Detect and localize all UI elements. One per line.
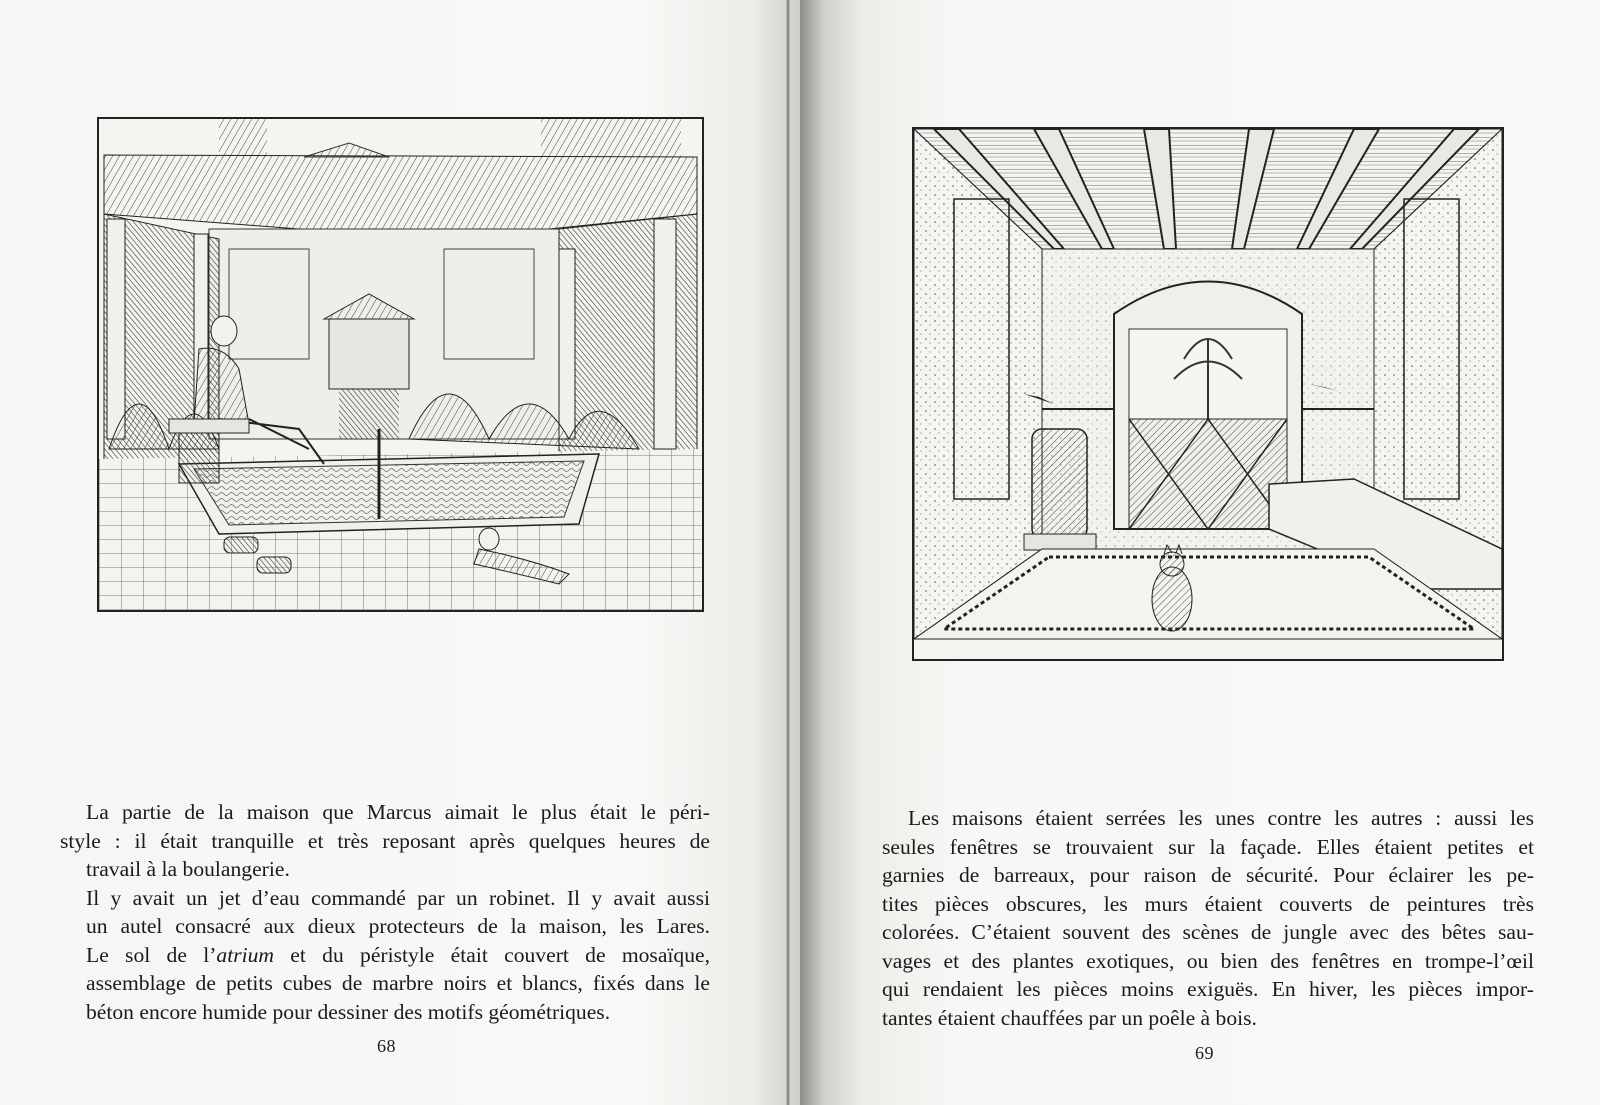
peristyle-drawing [99,119,702,610]
text-line: vages et des plantes exotiques, ou bien des fenêtres en trompe-l’œil [882,948,1534,973]
text-line: qui rendaient les pièces moins exiguës. En hiver, les pièces impor- [882,977,1534,1001]
text-line: béton encore humide pour dessiner des motifs géométriques. [86,999,611,1024]
book-gutter [786,0,790,1105]
page-number-right: 69 [1195,1043,1214,1063]
right-page [800,0,1600,1105]
text-line: colorées. C’étaient souvent des scènes de jungle avec des bêtes sau- [882,920,1534,944]
right-page-text [882,804,1534,1032]
text-line [60,941,710,970]
text-line: La partie de la maison que Marcus aimait le plus était le péri- [86,800,710,824]
text-line: seules fenêtres se trouvaient sur la façade. Elles étaient petites et [882,834,1534,859]
text-segment: et du péristyle était couvert de mosaïque, [274,942,710,967]
paragraph [60,941,710,1027]
text-line: garnies de barreaux, pour raison de sécurité. Pour éclairer les pe- [882,863,1534,887]
left-page-text [60,798,710,1026]
paragraph [60,798,710,884]
text-line: Il y avait un jet d’eau commandé par un robinet. Il y avait aussi [86,885,710,910]
text-line: assemblage de petits cubes de marbre noirs et blancs, fixés dans le [86,971,710,995]
room-drawing [914,129,1502,659]
page-number-left: 68 [377,1036,396,1056]
paragraph [882,804,1534,1032]
italic-term: atrium [216,942,274,967]
text-line: un autel consacré aux dieux protecteurs de la maison, les Lares. [86,914,710,938]
peristyle-illustration [97,117,704,612]
text-line: travail à la boulangerie. [86,857,290,881]
room-illustration [912,127,1504,661]
paragraph [60,884,710,941]
text-line: style : il était tranquille et très reposant après quelques heures de [60,828,710,853]
text-segment: Le sol de l’ [86,942,217,967]
text-line: tantes étaient chauffées par un poêle à bois. [882,1005,1257,1030]
text-line: tites pièces obscures, les murs étaient couverts de peintures très [882,891,1534,916]
text-line: Les maisons étaient serrées les unes contre les autres : aussi les [908,806,1534,830]
